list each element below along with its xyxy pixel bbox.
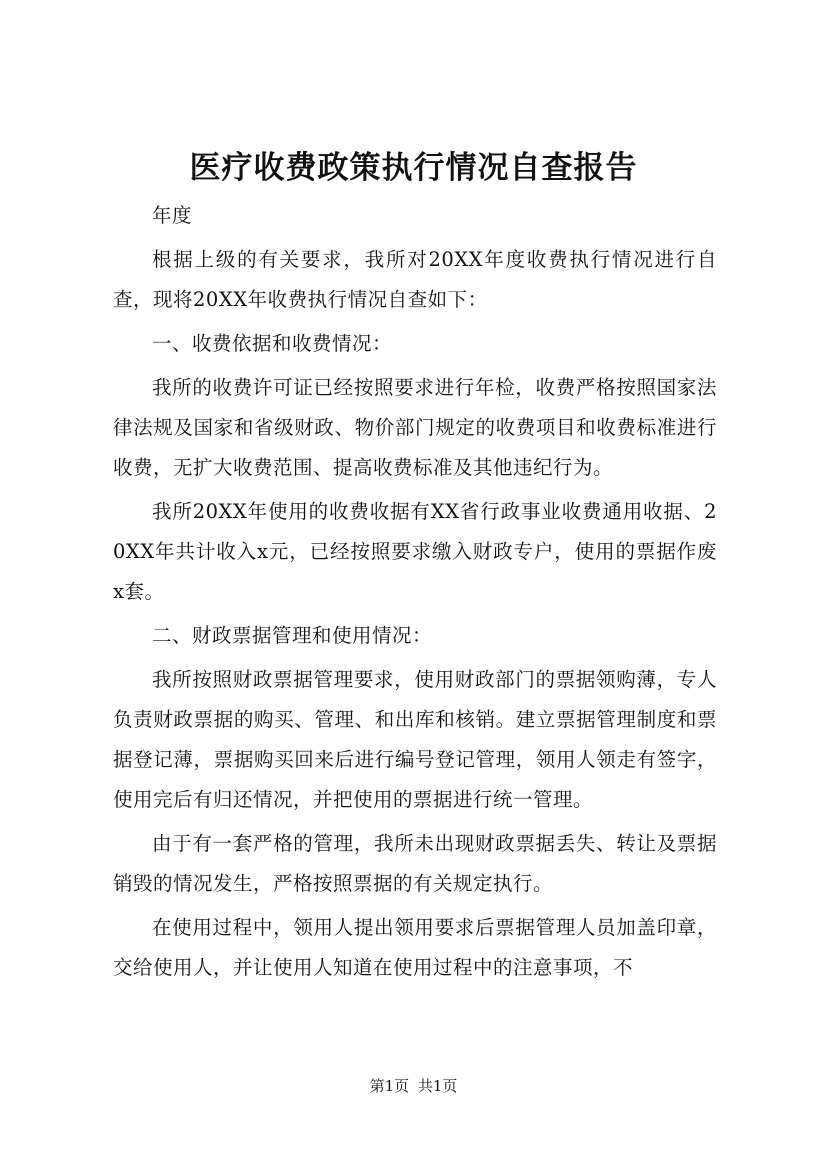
- paragraph-strict-management: 由于有一套严格的管理，我所未出现财政票据丢失、转让及票据销毁的情况发生，严格按照票据的有关规定执行。: [113, 832, 717, 895]
- section-heading-bill-management: 二、财政票据管理和使用情况：: [152, 624, 433, 647]
- paragraph-fee-license: 我所的收费许可证已经按照要求进行年检，收费严格按照国家法律法规及国家和省级财政、物价部门规定的收费项目和收费标准进行收费，无扩大收费范围、提高收费标准及其他违纪行为。: [113, 376, 717, 479]
- page-total: 共1页: [417, 1077, 458, 1095]
- page-number: 第1页: [369, 1077, 410, 1095]
- paragraph-year: 年度: [152, 204, 193, 227]
- section-heading-fee-basis: 一、收费依据和收费情况：: [152, 332, 393, 355]
- paragraph-usage-process: 在使用过程中，领用人提出领用要求后票据管理人员加盖印章，交给使用人，并让使用人知道在使用过程中的注意事项，不: [113, 916, 717, 979]
- page-footer: [0, 1076, 827, 1096]
- paragraph-fee-receipts: 我所20XX年使用的收费收据有XX省行政事业收费通用收据、20XX年共计收入x元，已经按照要求缴入财政专户，使用的票据作废x套。: [113, 500, 717, 603]
- document-body: [113, 196, 717, 992]
- paragraph-bill-management: 我所按照财政票据管理要求，使用财政部门的票据领购薄，专人负责财政票据的购买、管理、和出库和核销。建立票据管理制度和票据登记薄，票据购买回来后进行编号登记管理，领用人领走有签字，使用完后有归还情况，并把使用的票据进行统一管理。: [113, 668, 717, 811]
- document-title: 医疗收费政策执行情况自查报告: [189, 150, 638, 186]
- paragraph-intro: 根据上级的有关要求，我所对20XX年度收费执行情况进行自查，现将20XX年收费执行情况自查如下：: [113, 248, 717, 311]
